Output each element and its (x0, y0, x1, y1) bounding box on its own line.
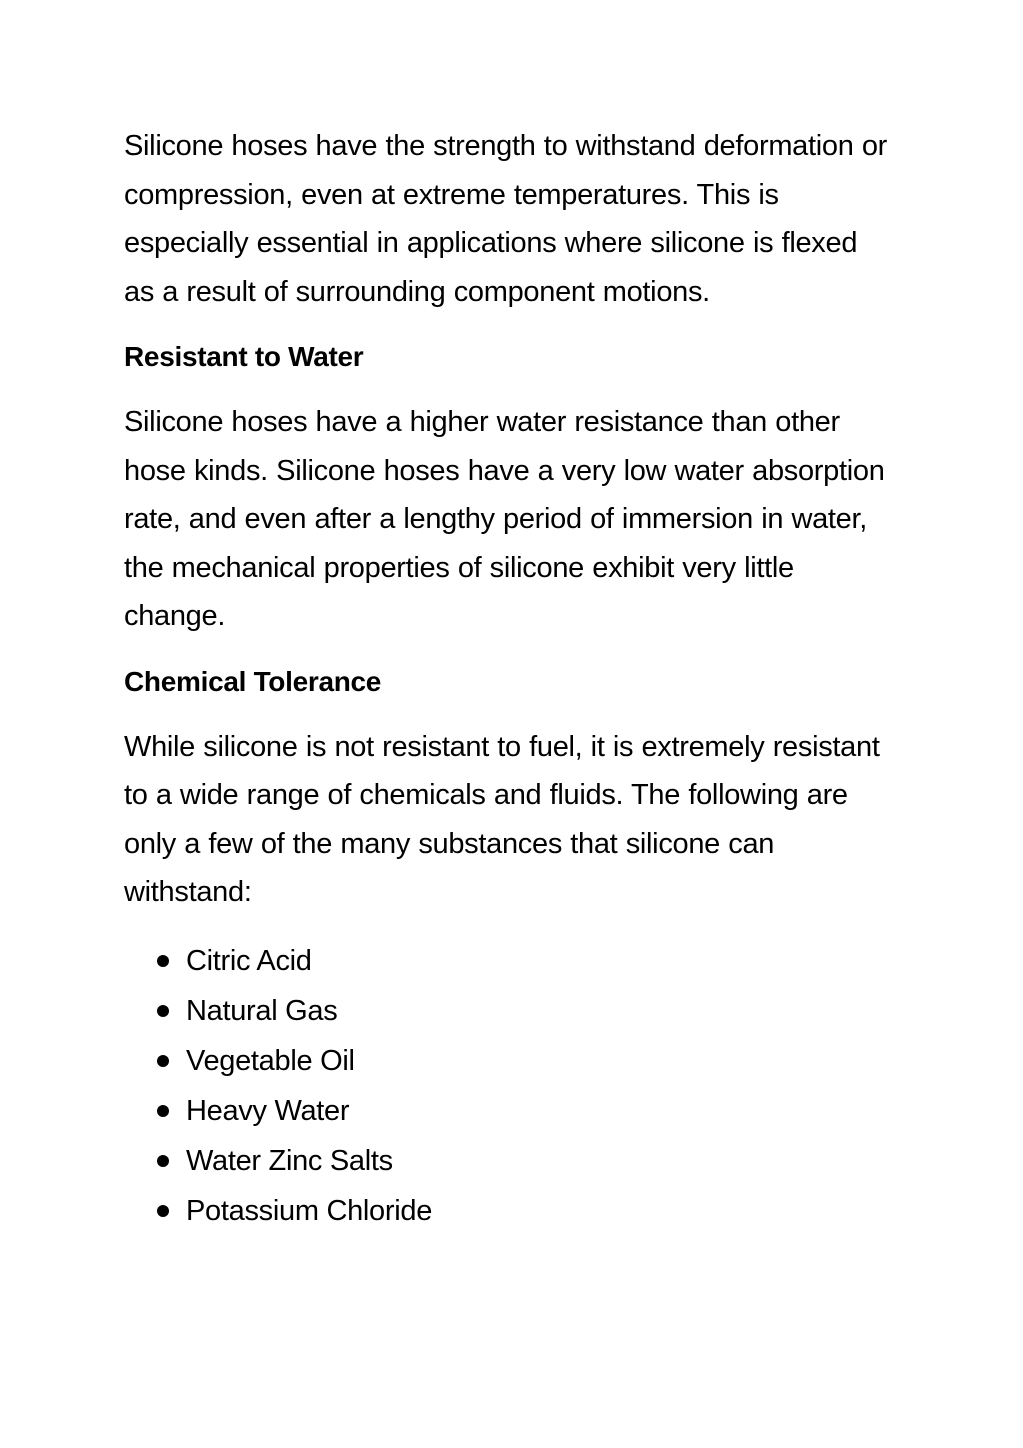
bullet-icon (157, 1155, 169, 1167)
list-item-text: Natural Gas (186, 994, 338, 1027)
bullet-icon (157, 955, 169, 967)
list-item (124, 1086, 894, 1136)
bullet-icon (157, 1205, 169, 1217)
list-item (124, 1036, 894, 1086)
water-resistance-paragraph: Silicone hoses have a higher water resistance than other hose kinds. Silicone hoses have a very low water absorption rate, and even after a lengthy period of immersion in water, the mechanical properties of silicone exhibit very little change. (124, 406, 885, 632)
heading-chemical-tolerance: Chemical Tolerance (124, 665, 382, 697)
list-item (124, 1136, 894, 1186)
list-item (124, 986, 894, 1036)
list-item-text: Heavy Water (186, 1094, 350, 1127)
list-item-text: Vegetable Oil (186, 1044, 355, 1077)
list-item (124, 936, 894, 986)
list-item (124, 1186, 894, 1236)
bullet-icon (157, 1005, 169, 1017)
heading-resistant-to-water: Resistant to Water (124, 341, 364, 372)
bullet-icon (157, 1105, 169, 1117)
list-item-text: Water Zinc Salts (186, 1144, 393, 1177)
list-item-text: Potassium Chloride (186, 1194, 433, 1227)
list-item-text: Citric Acid (186, 944, 312, 977)
substances-list (124, 936, 894, 1236)
document-page (124, 122, 894, 1236)
chemical-tolerance-paragraph: While silicone is not resistant to fuel, it is extremely resistant to a wide range of chemicals and fluids. The following are only a few of the many substances that silicone can withstand: (124, 730, 880, 908)
intro-paragraph: Silicone hoses have the strength to withstand deformation or compression, even at extreme temperatures. This is especially essential in applications where silicone is flexed as a result of surrounding component motions. (124, 130, 888, 308)
bullet-icon (157, 1055, 169, 1067)
